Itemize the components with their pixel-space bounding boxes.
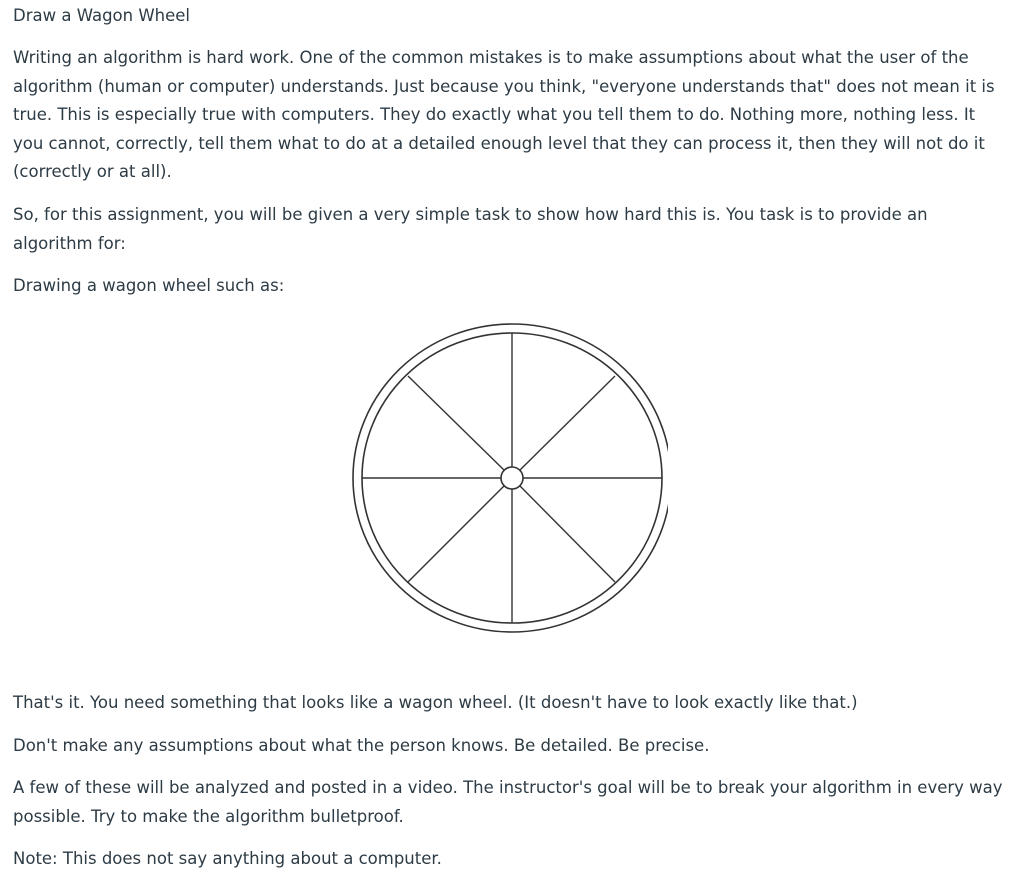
paragraph-no-assumptions: Don't make any assumptions about what the person knows. Be detailed. Be precise. — [13, 736, 710, 755]
wheel-hub — [501, 467, 523, 489]
wheel-spoke-top-left — [408, 376, 504, 470]
paragraph-note: Note: This does not say anything about a computer. — [13, 849, 442, 868]
paragraph-intro: Writing an algorithm is hard work. One of the common mistakes is to make assumptions about what the user of the algorithm (human or computer) understands. Just because you think, "everyone understands that" does not mean it is true. This is especially true with computers. They do exactly what you tell them to do. Nothing more, nothing less. It you cannot, correctly, tell them what to do at a detailed enough level that they can process it, then they will not do it (correctly or at all). — [13, 48, 995, 181]
assignment-title: Draw a Wagon Wheel — [13, 6, 190, 25]
wheel-spoke-bottom-right — [520, 486, 615, 582]
paragraph-task: So, for this assignment, you will be given a very simple task to show how hard this is. You task is to provide an algorithm for: — [13, 205, 928, 253]
paragraph-thats-it: That's it. You need something that looks like a wagon wheel. (It doesn't have to look exactly like that.) — [13, 693, 858, 712]
paragraph-analysis: A few of these will be analyzed and posted in a video. The instructor's goal will be to break your algorithm in every way possible. Try to make the algorithm bulletproof. — [13, 778, 1003, 826]
wheel-spoke-bottom-left — [408, 486, 504, 582]
wheel-spoke-top-right — [520, 376, 615, 470]
wagon-wheel-drawing — [338, 320, 668, 636]
paragraph-drawing-prompt: Drawing a wagon wheel such as: — [13, 276, 285, 295]
wagon-wheel-image — [338, 320, 668, 636]
